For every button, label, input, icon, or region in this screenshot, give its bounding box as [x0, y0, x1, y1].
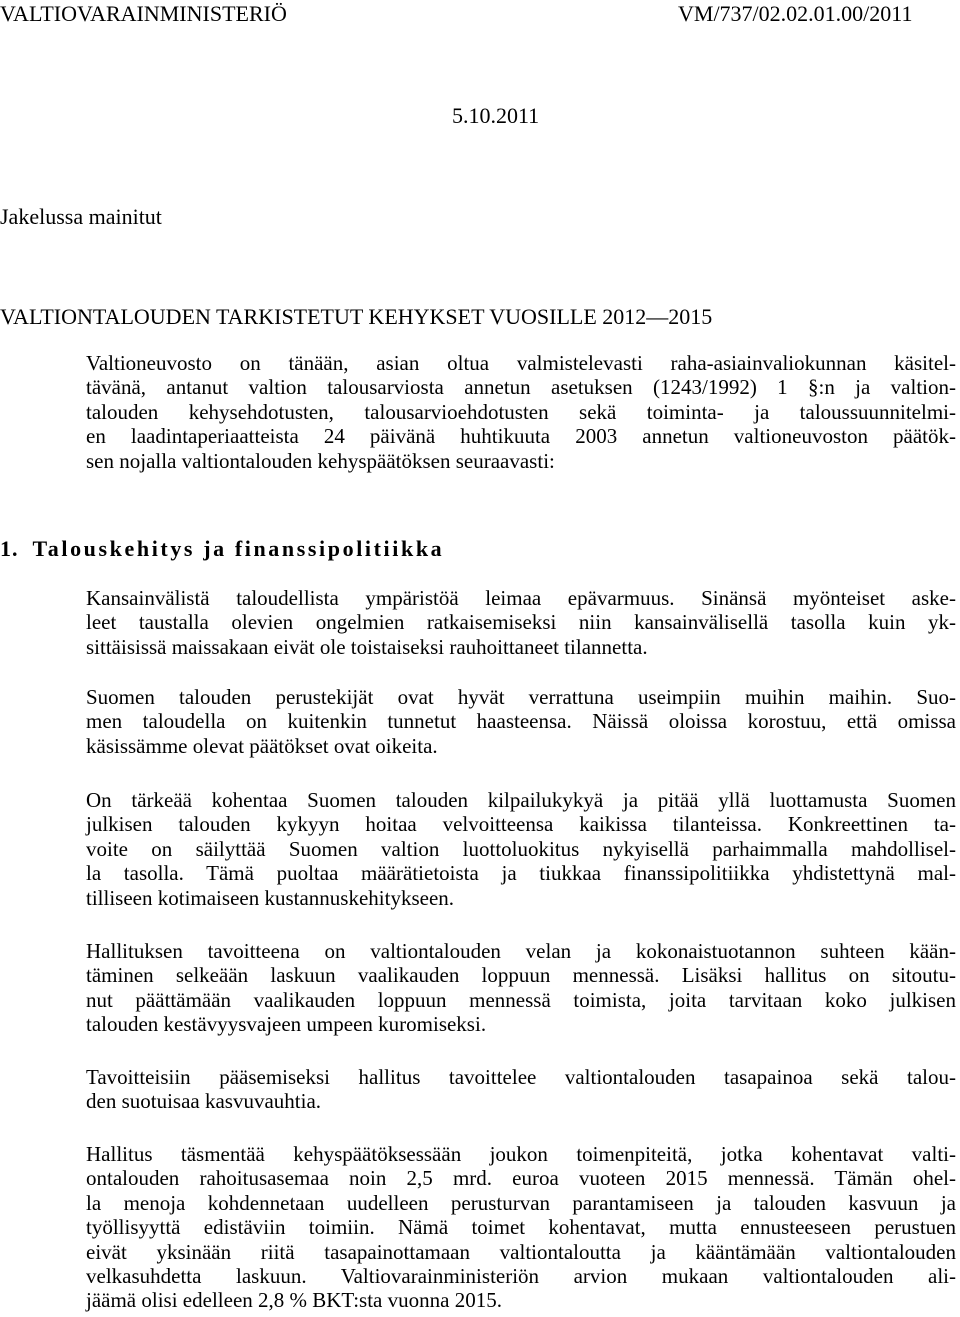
- text-line: Suomen talouden perustekijät ovat hyvät verrattuna useimpiin muihin maihin. Suo-: [86, 685, 956, 709]
- text-line: la menoja kohdennetaan uudelleen perusturvan parantamiseen ja talouden kasvuun ja: [86, 1190, 956, 1215]
- text-line: eivät yksinään riitä tasapainottamaan valtiontaloutta ja kääntämään valtiontalouden: [86, 1239, 956, 1264]
- text-line: Tavoitteisiin pääsemiseksi hallitus tavoittelee valtiontalouden tasapainoa sekä talou-: [86, 1065, 956, 1089]
- document-date: 5.10.2011: [452, 103, 540, 128]
- text-line: voite on säilyttää Suomen valtion luottoluokitus nykyisellä parhaimmalla mahdollisel-: [86, 836, 956, 861]
- text-line: den suotuisaa kasvuvauhtia.: [86, 1089, 322, 1114]
- text-line: täminen selkeään laskuun vaalikauden loppuun mennessä. Lisäksi hallitus on sitoutu-: [86, 963, 956, 988]
- section-number: 1.: [0, 536, 19, 561]
- text-line: Valtioneuvosto on tänään, asian oltua valmistelevasti raha-asiainvaliokunnan käsitel-: [86, 351, 956, 375]
- text-line: työllisyyttä edistäviin toimiin. Nämä toimet kohentavat, mutta ennusteeseen perustuen: [86, 1215, 956, 1240]
- text-line: jäämä olisi edelleen 2,8 % BKT:sta vuonna 2015.: [86, 1288, 502, 1313]
- text-line: tilliseen kotimaiseen kustannuskehitykseen.: [86, 885, 455, 910]
- text-line: On tärkeää kohentaa Suomen talouden kilpailukykyä ja pitää yllä luottamusta Suomen: [86, 788, 956, 812]
- section-heading: [0, 536, 444, 562]
- text-line: julkisen talouden kykyyn hoitaa velvoitteensa kaikissa tilanteissa. Konkreettinen ta-: [86, 812, 956, 837]
- text-line: la tasolla. Tämä puoltaa määrätietoista ja tiukkaa finanssipolitiikka yhdistettynä mal-: [86, 861, 956, 886]
- text-line: ontalouden rahoitusasemaa noin 2,5 mrd. euroa vuoteen 2015 mennessä. Tämän ohel-: [86, 1166, 956, 1191]
- text-line: talouden kestävyysvajeen umpeen kuromiseksi.: [86, 1012, 487, 1037]
- text-line: men taloudella on kuitenkin tunnetut haasteensa. Näissä oloissa korostuu, että omissa: [86, 709, 956, 734]
- text-line: Kansainvälistä taloudellista ympäristöä leimaa epävarmuus. Sinänsä myönteiset aske-: [86, 586, 956, 610]
- paragraph: [86, 788, 956, 910]
- document-reference: VM/737/02.02.01.00/2011: [678, 1, 913, 26]
- distribution-note: Jakelussa mainitut: [0, 204, 162, 229]
- text-line: en laadintaperiaatteista 24 päivänä huhtikuuta 2003 annetun valtioneuvoston päätök-: [86, 424, 956, 449]
- paragraph: [86, 586, 956, 659]
- paragraph: [86, 1065, 956, 1114]
- document-title: VALTIONTALOUDEN TARKISTETUT KEHYKSET VUOSILLE 2012—2015: [0, 304, 713, 329]
- text-line: sen nojalla valtiontalouden kehyspäätöksen seuraavasti:: [86, 448, 555, 473]
- ministry-name: VALTIOVARAINMINISTERIÖ: [0, 1, 287, 26]
- text-line: tävänä, antanut valtion talousarviosta annetun asetuksen (1243/1992) 1 §:n ja valtion-: [86, 375, 956, 400]
- text-line: velkasuhdetta laskuun. Valtiovarainministeriön arvion mukaan valtiontalouden ali-: [86, 1264, 956, 1289]
- text-line: nut päättämään vaalikauden loppuun mennessä toimista, joita tarvitaan koko julkisen: [86, 987, 956, 1012]
- text-line: käsissämme olevat päätökset ovat oikeita.: [86, 733, 438, 758]
- text-line: talouden kehysehdotusten, talousarvioehdotusten sekä toiminta- ja taloussuunnitelmi-: [86, 399, 956, 424]
- text-line: Hallitus täsmentää kehyspäätöksessään joukon toimenpiteitä, jotka kohentavat valti-: [86, 1142, 956, 1166]
- text-line: leet taustalla olevien ongelmien ratkaisemiseksi niin kansainvälisellä tasolla kuin yk-: [86, 610, 956, 635]
- text-line: Hallituksen tavoitteena on valtiontalouden velan ja kokonaistuotannon suhteen kään-: [86, 939, 956, 963]
- section-title: Talouskehitys ja finanssipolitiikka: [32, 536, 445, 561]
- text-line: sittäisissä maissakaan eivät ole toistaiseksi rauhoittaneet tilannetta.: [86, 634, 648, 659]
- paragraph: [86, 685, 956, 758]
- paragraph: [86, 939, 956, 1037]
- intro-paragraph: [86, 351, 956, 473]
- paragraph: [86, 1142, 956, 1313]
